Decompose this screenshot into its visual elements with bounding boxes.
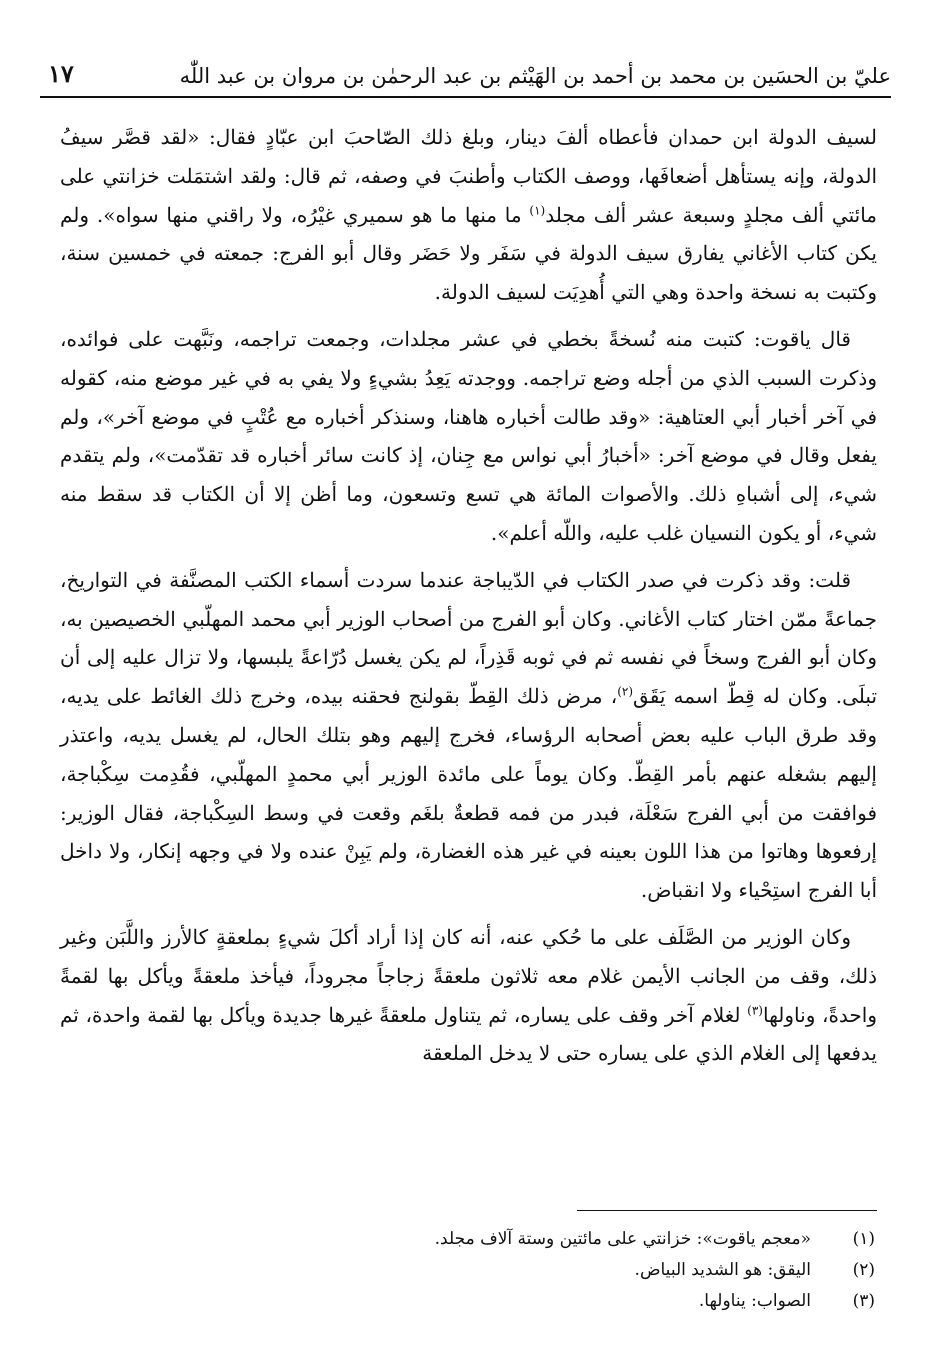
footnote-number: (٣) <box>852 1291 875 1311</box>
footnote-text: الصواب: يناولها. <box>698 1291 811 1311</box>
footnotes <box>60 1224 875 1317</box>
paragraph-4-part-1: وكان الوزير من الصَّلَف على ما حُكي عنه، أنه كان إذا أراد أكلَ شيءٍ بملعقةٍ كالأرز واللَّبَن وغير ذلك، وقف من الجانب الأيمن غلام معه ثلاثون ملعقةً زجاجاً مجروداً، فيأخذ ملعقةً ويأكل بها لقمةً واحدةً، وناولها <box>60 924 878 1027</box>
paragraph-1-part-2: ما منها ما هو سميري غيْرُه، ولا راقني منها سواه». ولم يكن كتاب الأغاني يفارق سيف الدولة في سَفَر ولا حَضَر وقال أبو الفرج: جمعته في خمسين سنة، وكتبت به نسخة واحدة وهي التي أُهدِيَت لسيف الدولة. <box>60 202 877 305</box>
footnote-2 <box>60 1255 875 1286</box>
footnote-number: (٢) <box>852 1260 875 1280</box>
paragraph-3-part-1: قلت: وقد ذكرت في صدر الكتاب في الدّيباجة عندما سردت أسماء الكتب المصنَّفة في التواريخ، جماعةً ممّن اختار كتاب الأغاني. وكان أبو الفرج من أصحاب الوزير أبي محمد المهلّبي الخصيصين به، وكان أبو الفرج وسخاً في نفسه ثم في ثوبه قَذِراً، لم يكن يغسل دُرّاعةً يلبسها، ولا تزال عليه إلى أن تبلَى. وكان له قِطّ اسمه يَقَق <box>60 567 878 709</box>
paragraph-3 <box>60 561 877 910</box>
paragraph-4-part-2: لغلام آخر وقف على يساره، ثم يتناول ملعقةً غيرها جديدة ويأكل بها لقمة واحدة، ثم يدفعها إلى الغلام الذي على يساره حتى لا يدخل الملعقة <box>60 1002 877 1066</box>
footnote-ref-2: (٢) <box>617 684 634 699</box>
paragraph-4 <box>60 918 877 1073</box>
page-number: ١٧ <box>48 59 74 88</box>
paragraph-2-text: قال ياقوت: كتبت منه نُسخةً بخطي في عشر مجلدات، وجمعت تراجمه، ونَبَّهت على فوائده، وذكرت السبب الذي من أجله وضع تراجمه. ووجدته يَعِدُ بشيءٍ ولا يفي به في غير موضع منه، كقوله في آخر أخبار أبي العتاهية: «وقد طالت أخباره هاهنا، وسنذكر أخباره مع عُتْبٍ في موضع آخر»، ولم يفعل وقال في موضع آخر: «أخبارُ أبي نواس مع جِنان، إذ كانت سائر أخباره قد تقدّمت»، ولم يتقدم شيء، إلى أشباهِ ذلك. والأصوات المائة هي تسع وتسعون، وما أظن إلا أن الكتاب قد سقط منه شيء، أو يكون النسيان غلب عليه، واللّه أعلم». <box>60 326 877 545</box>
footnote-rule <box>577 1210 877 1211</box>
footnote-1 <box>60 1224 875 1255</box>
running-title: عليّ بن الحسَين بن محمد بن أحمد بن الهَيْثم بن عبد الرحمٰن بن مروان بن عبد اللّٰه <box>179 64 891 88</box>
footnote-number: (١) <box>852 1229 875 1249</box>
running-header <box>40 48 891 88</box>
footnote-ref-3: (٣) <box>747 1002 763 1017</box>
footnote-text: «معجم ياقوت»: خزانتي على مائتين وستة آلاف مجلد. <box>434 1229 811 1249</box>
paragraph-3-part-2: ، مرض ذلك القِطّ بقولنج فحقنه بيده، وخرج ذلك الغائط على يديه، وقد طرق الباب عليه بعض أصحابه الرؤساء، فخرج إليهم وهو بتلك الحال، لم يغسل يديه، واعتذر إليهم بشغله عنهم بأمر القِطّ. وكان يوماً على مائدة الوزير أبي محمدٍ المهلّبي، فقُدِمت سِكْباجة، فوافقت من أبي الفرج سَعْلَة، فبدر من فمه قطعةٌ بلغَم وقعت في وسط السِكْباجة، فقال الوزير: إرفعوها وهاتوا من هذا اللون بعينه في غير هذه الغضارة، ولم يَبِنْ عنده ولا في وجهه إنكار، ولا داخل أبا الفرج استِحْياء ولا انقباض. <box>60 684 877 903</box>
footnote-text: اليقق: هو الشديد البياض. <box>634 1260 811 1280</box>
paragraph-2 <box>60 320 877 553</box>
header-rule <box>40 96 891 98</box>
main-text <box>60 118 877 1081</box>
footnote-3 <box>60 1286 875 1317</box>
paragraph-1-part-1: لسيف الدولة ابن حمدان فأعطاه ألفَ دينار، وبلغ ذلك الصّاحبَ ابن عبّادٍ فقال: «لقد قصَّر سيفُ الدولة، وإنه يستأهل أضعافَها، ووصف الكتاب وأطنبَ في وصفه، ثم قال: ولقد اشتمَلت خزانتي على مائتي ألف مجلدٍ وسبعة عشر ألف مجلد <box>60 125 877 227</box>
paragraph-1 <box>60 118 877 312</box>
footnote-ref-1: (١) <box>529 202 546 217</box>
